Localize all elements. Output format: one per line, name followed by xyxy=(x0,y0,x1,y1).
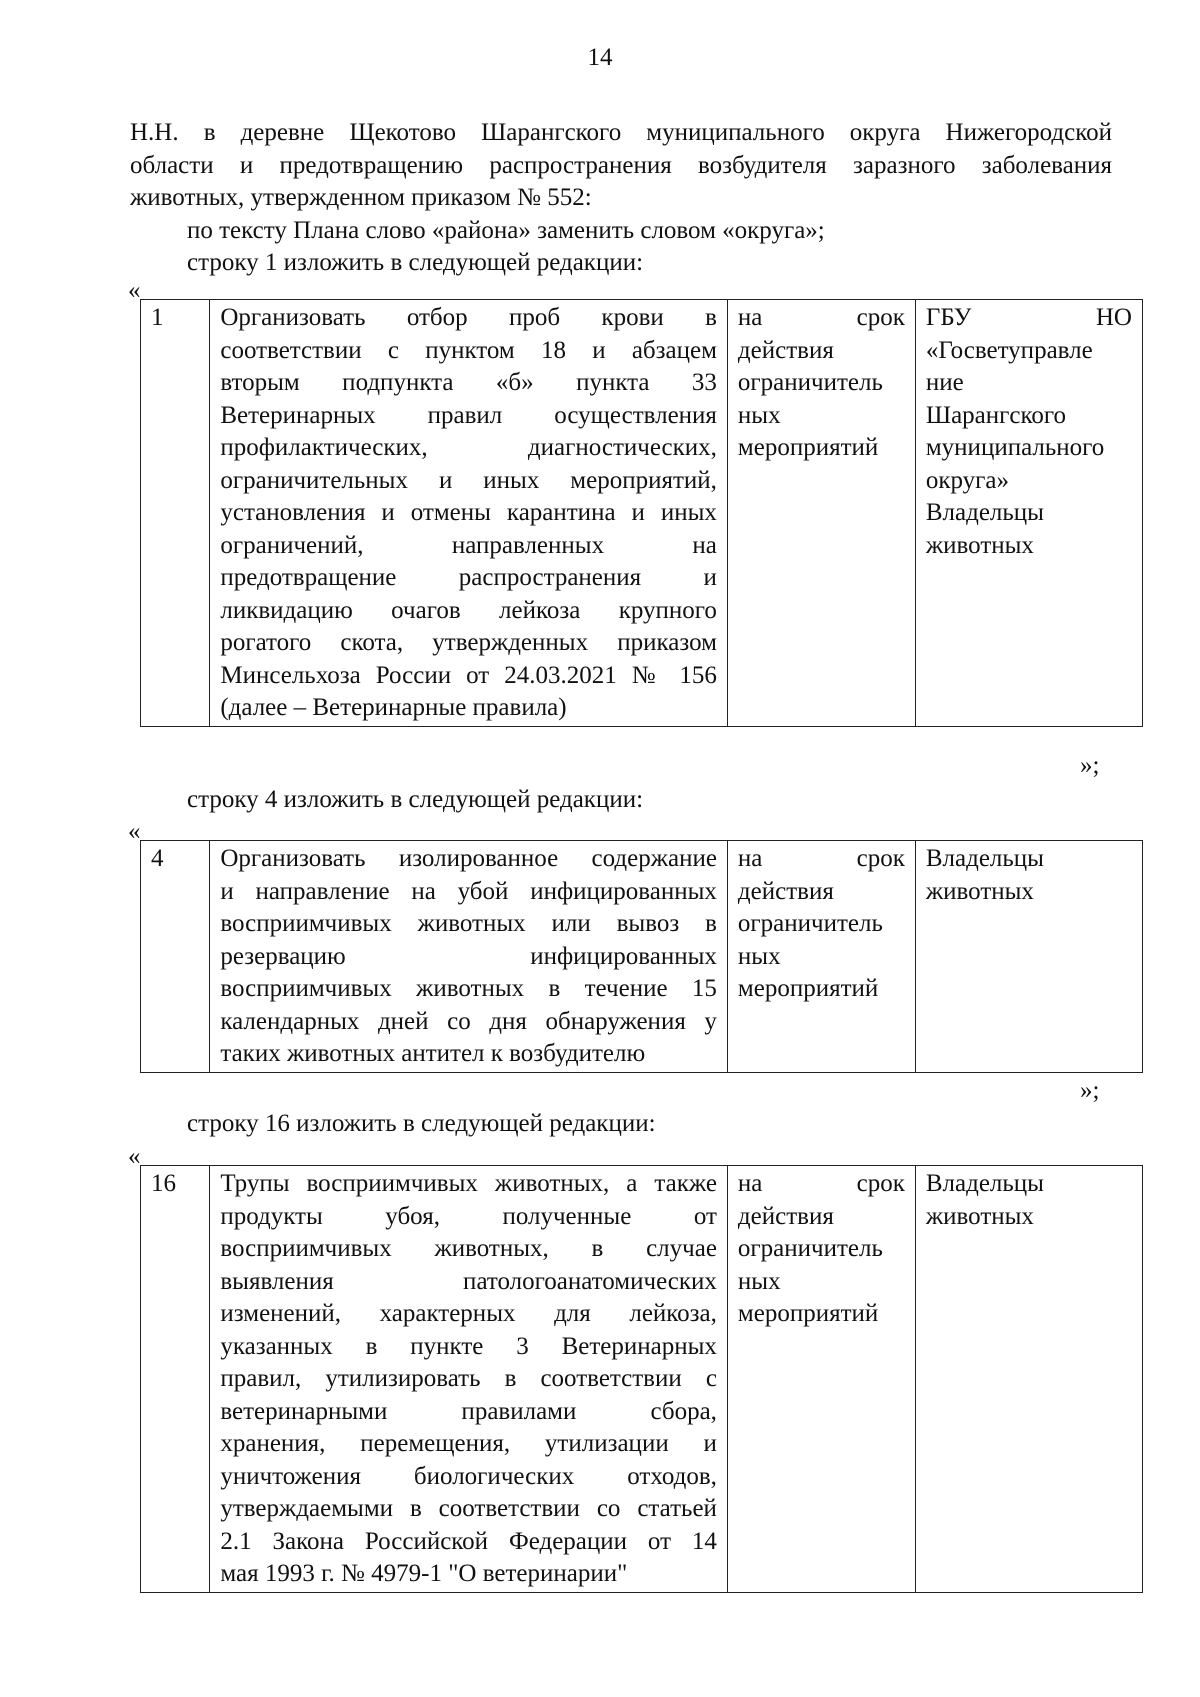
row-term xyxy=(727,841,915,1073)
text-line: указанных в пункте 3 Ветеринарных xyxy=(220,1332,717,1360)
term-line: ограничитель xyxy=(737,369,883,396)
term-line: действия xyxy=(737,877,834,905)
text-line: календарных дней со дня обнаружения у xyxy=(220,1007,717,1035)
table-row xyxy=(141,300,1143,727)
intro-line: животных, утвержденном приказом № 552: xyxy=(130,184,592,211)
resp-line: ГБУ НО xyxy=(925,304,1132,331)
text-line: изменений, характерных для лейкоза, xyxy=(220,1300,717,1327)
plan-row-16-table xyxy=(140,1165,1143,1593)
text-line: продукты убоя, полученные от xyxy=(220,1202,717,1230)
text-line: восприимчивых животных в течение 15 xyxy=(220,975,717,1002)
term-line: ограничитель xyxy=(737,910,883,937)
quote-open: « xyxy=(128,818,141,845)
term-line: мероприятий xyxy=(737,975,879,1002)
text-line: мая 1993 г. № 4979-1 "О ветеринарии" xyxy=(220,1560,628,1587)
text-line: Трупы восприимчивых животных, а также xyxy=(220,1170,717,1197)
text-line: резервацию инфицированных xyxy=(220,942,717,970)
row-term xyxy=(727,300,915,727)
intro-line: области и предотвращению распространения возбудителя заразного заболевания xyxy=(130,151,1112,179)
row-responsible xyxy=(915,1166,1142,1593)
term-line: ных xyxy=(737,1267,781,1295)
term-line: мероприятий xyxy=(737,434,879,461)
page-number: 14 xyxy=(587,44,613,71)
text-line: утверждаемыми в соответствии со статьей xyxy=(220,1495,717,1522)
text-line: ограничений, направленных на xyxy=(220,531,717,559)
row-number: 1 xyxy=(141,300,210,727)
resp-line: Владельцы xyxy=(925,1170,1044,1197)
plan-row-4-table xyxy=(140,840,1143,1073)
row-action-text xyxy=(210,1166,728,1593)
instruction-row-4: строку 4 изложить в следующей редакции: xyxy=(187,786,644,813)
text-line: (далее – Ветеринарные правила) xyxy=(220,694,567,721)
resp-line: ние xyxy=(925,369,964,396)
text-line: предотвращение распространения и xyxy=(220,564,717,591)
term-line: ных xyxy=(737,942,781,970)
row-responsible xyxy=(915,841,1142,1073)
resp-line: муниципального xyxy=(925,434,1105,461)
resp-line: животных xyxy=(925,531,1034,559)
text-line: профилактических, диагностических, xyxy=(220,434,717,461)
term-line: действия xyxy=(737,1202,834,1230)
term-line: на срок xyxy=(737,304,905,331)
plan-row-1-table xyxy=(140,299,1143,727)
row-number: 4 xyxy=(141,841,210,1073)
resp-line: округа» xyxy=(925,466,1010,494)
intro-line: Н.Н. в деревне Щекотово Шарангского муниципального округа Нижегородской xyxy=(130,119,1112,146)
text-line: ограничительных и иных мероприятий, xyxy=(220,466,717,494)
row-action-text xyxy=(210,300,728,727)
resp-line: Шарангского xyxy=(925,401,1067,429)
text-line: уничтожения биологических отходов, xyxy=(220,1462,717,1490)
text-line: установления и отмены карантина и иных xyxy=(220,499,717,526)
text-line: ветеринарными правилами сбора, xyxy=(220,1397,717,1425)
resp-line: животных xyxy=(925,1202,1034,1230)
text-line: Организовать отбор проб крови в xyxy=(220,304,717,331)
term-line: мероприятий xyxy=(737,1300,879,1327)
table-row xyxy=(141,1166,1143,1593)
text-line: хранения, перемещения, утилизации и xyxy=(220,1430,717,1457)
text-line: соответствии с пунктом 18 и абзацем xyxy=(220,336,717,364)
instruction-replace-word: по тексту Плана слово «района» заменить словом «округа»; xyxy=(187,216,825,244)
text-line: таких животных антител к возбудителю xyxy=(220,1040,646,1067)
instruction-row-16: строку 16 изложить в следующей редакции: xyxy=(187,1110,656,1137)
resp-line: животных xyxy=(925,877,1034,905)
resp-line: Владельцы xyxy=(925,845,1044,872)
text-line: вторым подпункта «б» пункта 33 xyxy=(220,369,717,396)
text-line: восприимчивых животных, в случае xyxy=(220,1235,717,1262)
term-line: ных xyxy=(737,401,781,429)
term-line: ограничитель xyxy=(737,1235,883,1262)
text-line: правил, утилизировать в соответствии с xyxy=(220,1365,717,1392)
text-line: и направление на убой инфицированных xyxy=(220,877,717,905)
row-number: 16 xyxy=(141,1166,210,1593)
text-line: выявления патологоанатомических xyxy=(220,1267,717,1295)
quote-open: « xyxy=(128,277,141,304)
resp-line: «Госветуправле xyxy=(925,336,1093,364)
term-line: на срок xyxy=(737,845,905,872)
resp-line: Владельцы xyxy=(925,499,1044,526)
term-line: на срок xyxy=(737,1170,905,1197)
text-line: рогатого скота, утвержденных приказом xyxy=(220,629,717,656)
quote-open: « xyxy=(128,1143,141,1170)
intro-paragraph xyxy=(130,117,1112,280)
text-line: ликвидацию очагов лейкоза крупного xyxy=(220,596,717,624)
row-action-text xyxy=(210,841,728,1073)
text-line: Ветеринарных правил осуществления xyxy=(220,401,717,429)
text-line: восприимчивых животных или вывоз в xyxy=(220,910,717,937)
term-line: действия xyxy=(737,336,834,364)
table-row xyxy=(141,841,1143,1073)
row-responsible xyxy=(915,300,1142,727)
instruction-row-1: строку 1 изложить в следующей редакции: xyxy=(187,249,644,276)
quote-close: »; xyxy=(1080,1077,1100,1104)
text-line: Минсельхоза России от 24.03.2021 № 156 xyxy=(220,661,717,689)
text-line: Организовать изолированное содержание xyxy=(220,845,717,872)
row-term xyxy=(727,1166,915,1593)
quote-close: »; xyxy=(1080,752,1100,779)
text-line: 2.1 Закона Российской Федерации от 14 xyxy=(220,1527,717,1555)
